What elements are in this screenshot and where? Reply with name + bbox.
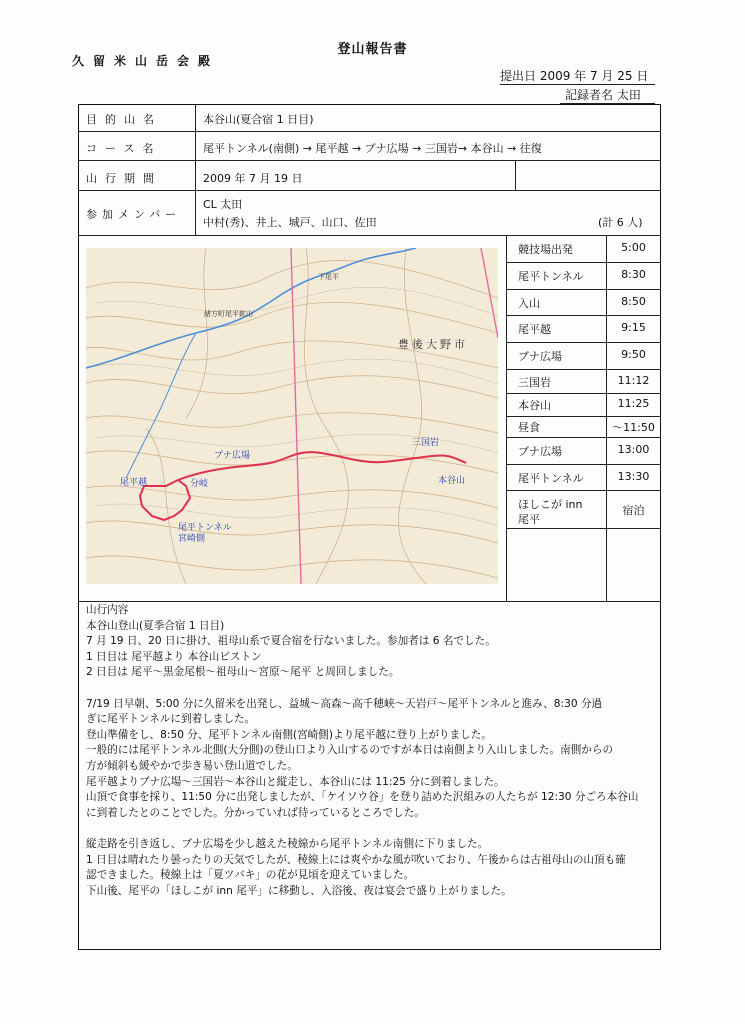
narrative-line: 縦走路を引き返し、ブナ広場を少し越えた稜線から尾平トンネル南側に下りました。 — [86, 837, 489, 850]
course-label: コース名 — [86, 142, 162, 155]
schedule-place: 尾平トンネル — [518, 270, 584, 283]
river — [86, 248, 416, 368]
narrative-line: 1 日目は晴れたり曇ったりの天気でしたが、稜線上には爽やかな風が吹いており、午後からは古祖母山の山頂も確 — [86, 853, 626, 866]
table-divider — [195, 104, 196, 235]
schedule-time: 13:00 — [617, 443, 650, 456]
table-divider — [78, 190, 661, 191]
route-loop — [140, 480, 190, 520]
period-label: 山行期間 — [86, 172, 162, 185]
schedule-place: 尾平 — [518, 513, 540, 526]
narrative-line: 認できました。稜線上は「夏ツバキ」の花が見頃を迎えていました。 — [86, 869, 415, 882]
schedule-place: 三国岩 — [518, 376, 551, 389]
schedule-divider — [506, 528, 661, 529]
schedule-place: ブナ広場 — [518, 445, 562, 458]
members-leader: CL 太田 — [203, 198, 243, 211]
schedule-divider — [506, 262, 661, 263]
addressee: 久留米山岳会殿 — [72, 54, 220, 68]
schedule-divider — [506, 437, 661, 438]
schedule-time: ～11:50 — [612, 421, 655, 434]
narrative-line: 7/19 日早朝、5:00 分に久留米を出発し、益城～高森～高千穂峡～天岩戸～尾平トンネルと進み、8:30 分過 — [86, 697, 603, 710]
map-label-mikuniiwa: 三国岩 — [412, 438, 440, 448]
paragraph-gap — [86, 821, 656, 837]
schedule-time: 5:00 — [621, 241, 646, 254]
narrative-line: 2 日目は 尾平～黒金尾根～祖母山～宮原～尾平 と周回しました。 — [86, 666, 400, 679]
schedule-divider — [506, 289, 661, 290]
map-label-bungo-ono: 豊後大野市 — [398, 338, 468, 351]
map-label-ohiragoe: 尾平越 — [120, 478, 148, 488]
members-total: (計 6 人) — [598, 216, 643, 229]
narrative-line: 1 日目は 尾平越より 本谷山ピストン — [86, 650, 262, 663]
document-title: 登山報告書 — [337, 42, 408, 57]
narrative-heading: 山行内容 — [86, 604, 129, 616]
schedule-time: 11:25 — [617, 397, 650, 410]
map-label-tunnel: 尾平トンネル — [178, 523, 232, 533]
map-label-shimo-ohira: 下尾平 — [318, 273, 339, 281]
narrative-line: 山頂で食事を採り、11:50 分に出発しましたが、「ケイソウ谷」を登り詰めた沢組みの人たちが 12:30 分ごろ本谷山 — [86, 791, 639, 804]
schedule-divider — [506, 342, 661, 343]
table-divider — [78, 160, 661, 161]
schedule-divider — [506, 315, 661, 316]
map-label-bunki: 分岐 — [190, 479, 209, 489]
schedule-place: ブナ広場 — [518, 350, 562, 363]
schedule-place: ほしこが inn — [518, 498, 583, 511]
recorder-name: 記録者名 太田 — [565, 88, 641, 102]
period-value: 2009 年 7 月 19 日 — [203, 172, 303, 185]
narrative-line: 下山後、尾平の「ほしこが inn 尾平」に移動し、入浴後、夜は宴会で盛り上がりました。 — [86, 884, 512, 897]
mountain-value: 本谷山(夏合宿 1 日目) — [203, 113, 314, 126]
schedule-place: 昼食 — [518, 421, 540, 434]
schedule-time: 9:50 — [621, 348, 646, 361]
schedule-time: 9:15 — [621, 321, 646, 334]
schedule-time: 8:30 — [621, 268, 646, 281]
topographic-map — [86, 248, 498, 584]
members-list: 中村(秀)、井上、城戸、山口、佐田 — [203, 216, 377, 229]
schedule-place: 尾平越 — [518, 323, 551, 336]
schedule-divider — [506, 393, 661, 394]
submission-underline — [500, 84, 655, 85]
schedule-place: 尾平トンネル — [518, 472, 584, 485]
narrative-line: 7 月 19 日、20 日に掛け、祖母山系で夏合宿を行ないました。参加者は 6 名でした。 — [86, 635, 496, 648]
route-map — [86, 248, 498, 584]
narrative-line: 登山準備をし、8:50 分、尾平トンネル南側(宮崎側)より尾平越に登り上がりました。 — [86, 728, 492, 741]
schedule-time: 11:12 — [617, 374, 650, 387]
table-divider — [78, 235, 661, 236]
section-divider — [78, 601, 661, 602]
narrative-line: 方が傾斜も緩やかで歩き易い登山道でした。 — [86, 759, 298, 772]
schedule-time: 8:50 — [621, 295, 646, 308]
map-label-ogata: 緒方町尾平鉱山 — [204, 310, 253, 318]
schedule-divider — [506, 416, 661, 417]
narrative-line: 尾平越よりブナ広場～三国岩～本谷山と縦走し、本谷山には 11:25 分に到着しました。 — [86, 775, 505, 788]
narrative-line: 一般的には尾平トンネル北側(大分側)の登山口より入山するのですが本日は南側より入山しました。南側からの — [86, 744, 614, 757]
members-label: 参加メンバー — [86, 208, 182, 221]
narrative-line: ぎに尾平トンネルに到着しました。 — [86, 713, 256, 726]
map-label-buna: ブナ広場 — [214, 451, 251, 461]
mountain-label: 目的山名 — [86, 113, 162, 126]
schedule-place: 競技場出発 — [518, 243, 573, 256]
course-value: 尾平トンネル(南側) → 尾平越 → ブナ広場 → 三国岩→ 本谷山 → 往復 — [203, 142, 542, 155]
paragraph-gap — [86, 681, 656, 697]
narrative-line: に到着したとのことでした。分かっていれば待っているところでした。 — [86, 806, 425, 819]
narrative-line: 本谷山登山(夏季合宿 1 日目) — [86, 619, 225, 632]
schedule-divider — [506, 490, 661, 491]
schedule-time: 13:30 — [617, 470, 650, 483]
submission-date: 提出日 2009 年 7 月 25 日 — [500, 69, 649, 83]
schedule-time: 宿泊 — [622, 504, 645, 517]
map-label-miyazaki: 宮崎側 — [178, 534, 206, 544]
schedule-place: 本谷山 — [518, 399, 551, 412]
schedule-divider — [506, 464, 661, 465]
table-divider — [515, 160, 516, 190]
table-divider — [78, 131, 661, 132]
schedule-place: 入山 — [518, 297, 540, 310]
map-label-hontaniyama: 本谷山 — [438, 476, 466, 486]
schedule-divider — [506, 369, 661, 370]
narrative — [86, 603, 656, 899]
